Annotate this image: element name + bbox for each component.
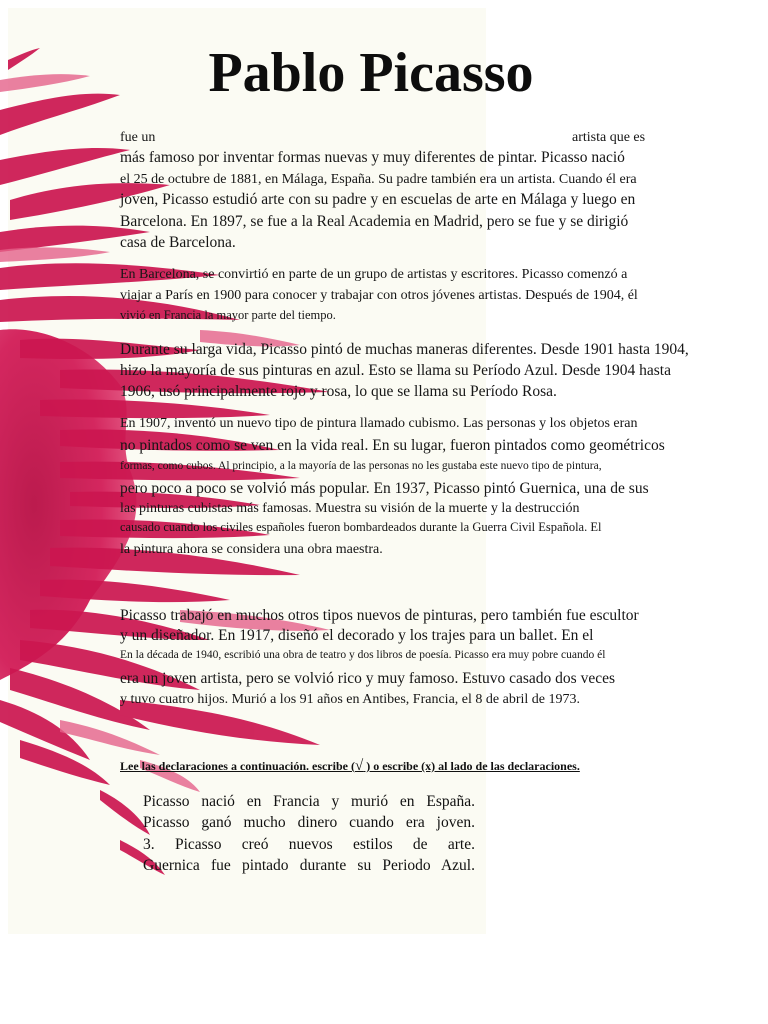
text-line: y tuvo cuatro hijos. Murió a los 91 años en Antibes, Francia, el 8 de abril de 1973. — [120, 692, 580, 707]
text-line: las pinturas cubistas más famosas. Muestra su visión de la muerte y la destrucción — [120, 501, 580, 516]
page-title: Pablo Picasso — [208, 42, 534, 104]
text-line: hizo la mayoría de sus pinturas en azul. Esto se llama su Período Azul. Desde 1904 hasta — [120, 362, 671, 379]
text-line: el 25 de octubre de 1881, en Málaga, España. Su padre también era un artista. Cuando él era — [120, 172, 637, 187]
text-line: causado cuando los civiles españoles fueron bombardeados durante la Guerra Civil Española. El — [120, 520, 602, 534]
statement-item: Guernica fue pintado durante su Periodo Azul. — [143, 857, 475, 874]
text-line: En la década de 1940, escribió una obra de teatro y dos libros de poesía. Picasso era muy pobre cuando él — [120, 649, 606, 661]
text-line: joven, Picasso estudió arte con su padre y en escuelas de arte en Málaga y luego en — [120, 191, 636, 208]
text-line: Picasso trabajó en muchos otros tipos nuevos de pinturas, pero también fue escultor — [120, 607, 639, 624]
intro-end: artista que es — [572, 130, 646, 145]
statement-item: Picasso ganó mucho dinero cuando era joven. — [143, 814, 475, 831]
text-line: pero poco a poco se volvió más popular. En 1937, Picasso pintó Guernica, una de sus — [120, 480, 649, 497]
instruction-text — [120, 756, 580, 776]
statement-item: 3. Picasso creó nuevos estilos de arte. — [143, 836, 475, 853]
text-line: viajar a París en 1900 para conocer y trabajar con otros jóvenes artistas. Después de 1904, él — [120, 288, 638, 303]
text-line: 1906, usó principalmente rojo y rosa, lo que se llama su Período Rosa. — [120, 383, 557, 400]
text-line: casa de Barcelona. — [120, 234, 236, 251]
text-line: era un joven artista, pero se volvió rico y muy famoso. Estuvo casado dos veces — [120, 670, 616, 687]
check-mark: √ — [354, 758, 364, 774]
text-line: formas, como cubos. Al principio, a la mayoría de las personas no les gustaba este nuevo tipo de pintura, — [120, 460, 602, 472]
text-line: vivió en Francia la mayor parte del tiempo. — [120, 308, 336, 322]
statement-item: Picasso nació en Francia y murió en España. — [143, 793, 475, 810]
text-line: En Barcelona, se convirtió en parte de un grupo de artistas y escritores. Picasso comenzó a — [120, 267, 628, 282]
instruction-part: ) o escribe (x) al lado de las declaraciones. — [363, 759, 580, 773]
intro-start: fue un — [120, 130, 156, 145]
text-line: Durante su larga vida, Picasso pintó de muchas maneras diferentes. Desde 1901 hasta 1904, — [120, 341, 689, 358]
text-line: más famoso por inventar formas nuevas y muy diferentes de pintar. Picasso nació — [120, 149, 625, 166]
text-line: y un diseñador. En 1917, diseñó el decorado y los trajes para un ballet. En el — [120, 627, 594, 644]
text-line: la pintura ahora se considera una obra maestra. — [120, 542, 383, 557]
text-line: no pintados como se ven en la vida real. En su lugar, fueron pintados como geométricos — [120, 437, 665, 454]
text-line: En 1907, inventó un nuevo tipo de pintura llamado cubismo. Las personas y los objetos eran — [120, 416, 638, 431]
text-line: Barcelona. En 1897, se fue a la Real Academia en Madrid, pero se fue y se dirigió — [120, 213, 629, 230]
instruction-part: Lee las declaraciones a continuación. escribe ( — [120, 759, 355, 773]
